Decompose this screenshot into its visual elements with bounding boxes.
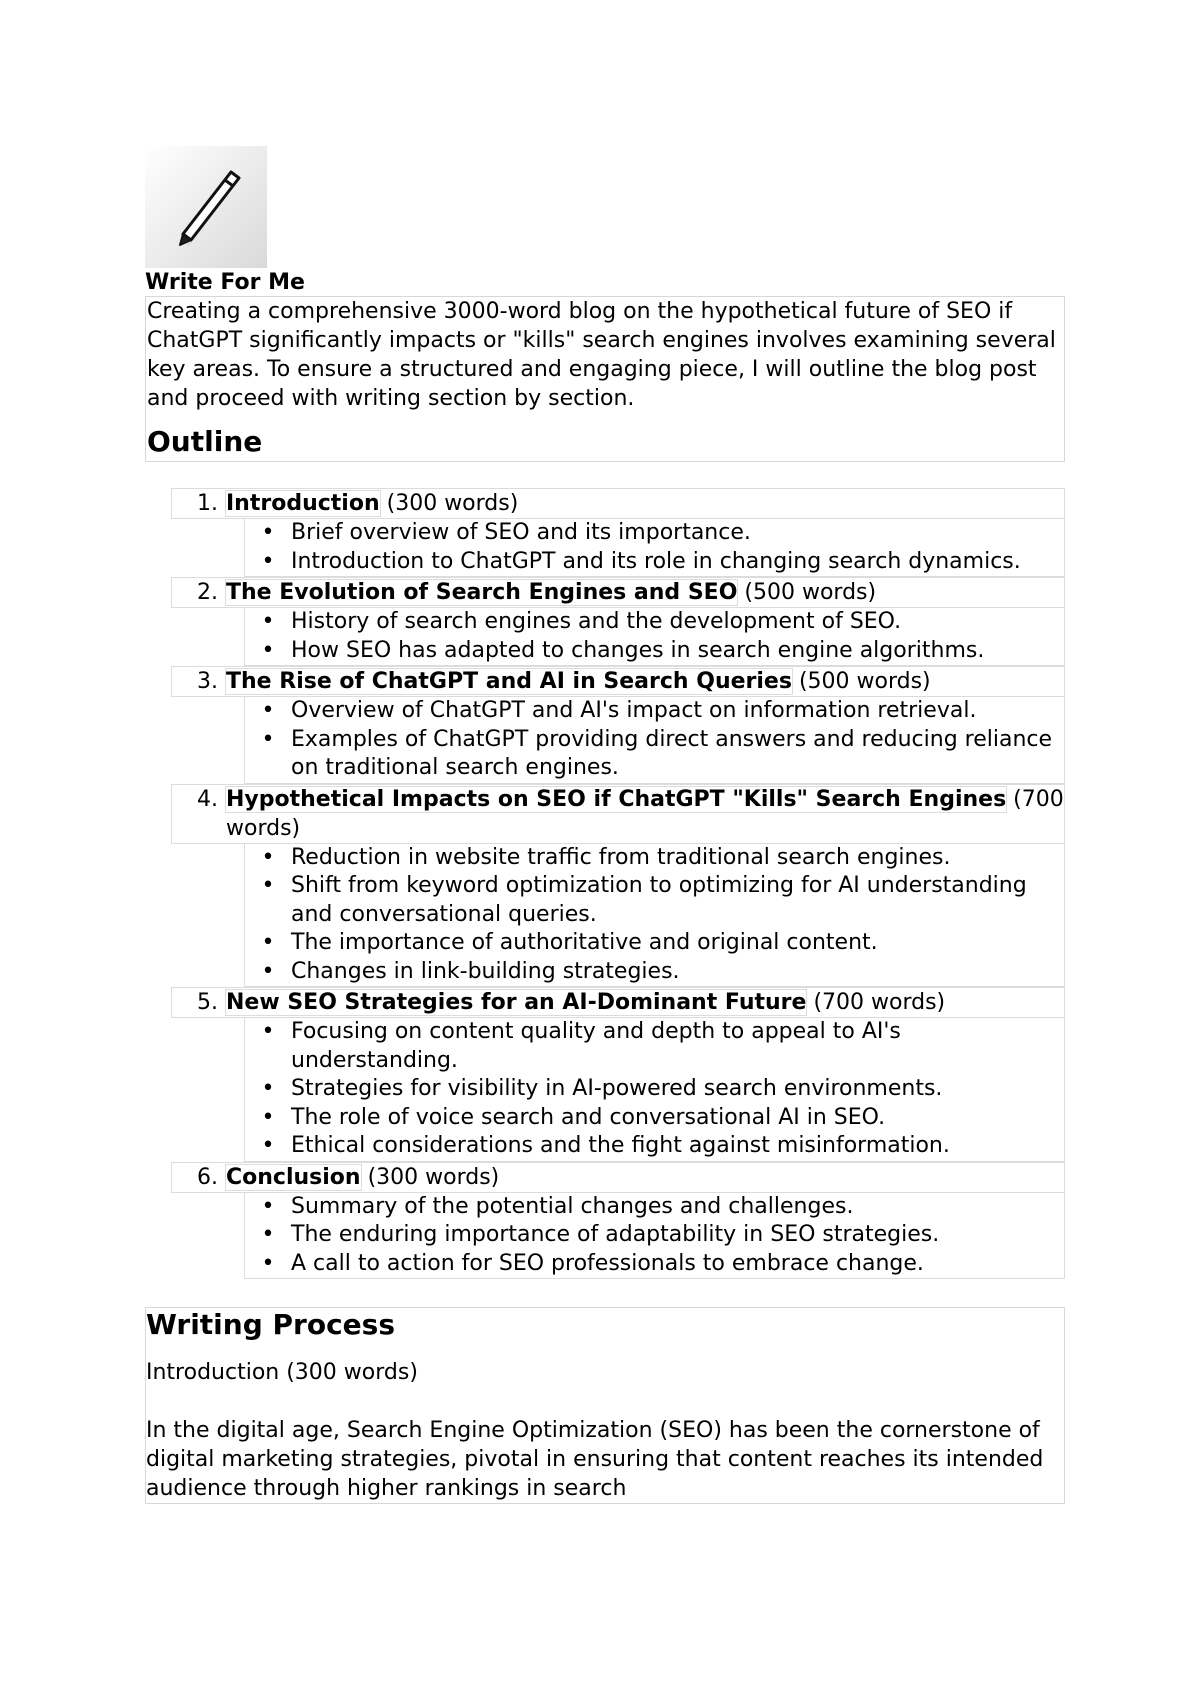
bullet-text: History of search engines and the development of SEO. [291, 609, 902, 634]
bullet-glyph: • [261, 1104, 275, 1130]
intro-block [145, 296, 1065, 462]
writing-process-heading: Writing Process [146, 1308, 395, 1341]
bullet-item [245, 872, 1064, 929]
bullet-text: Shift from keyword optimization to optimizing for AI understanding and conversational queries. [291, 873, 1027, 927]
bullet-item [245, 844, 1064, 873]
bullet-item [245, 519, 1064, 548]
section-title: The Evolution of Search Engines and SEO [226, 580, 738, 605]
bullet-glyph: • [261, 520, 275, 545]
bullet-item [245, 929, 1064, 958]
section-title: New SEO Strategies for an AI-Dominant Future [226, 990, 807, 1015]
bullet-glyph: • [261, 637, 275, 663]
section-bullets [244, 1193, 1065, 1280]
section-bullets [244, 844, 1065, 988]
bullet-item [245, 1193, 1064, 1222]
bullet-item [245, 1250, 1064, 1279]
bullet-glyph: • [261, 1019, 275, 1044]
bullet-item [245, 1018, 1064, 1075]
bullet-glyph: • [261, 1076, 275, 1101]
bullet-text: The enduring importance of adaptability in SEO strategies. [291, 1222, 940, 1247]
bullet-glyph: • [261, 1193, 275, 1219]
section-word-count: (300 words) [386, 491, 519, 516]
section-number: 4. [197, 786, 218, 812]
section-bullets [244, 697, 1065, 784]
section-bullets [244, 608, 1065, 666]
bullet-glyph: • [261, 844, 275, 870]
outline-section [145, 784, 1065, 988]
bullet-item [245, 1221, 1064, 1250]
bullet-text: Introduction to ChatGPT and its role in changing search dynamics. [291, 548, 1021, 574]
intro-paragraph: Creating a comprehensive 3000-word blog on the hypothetical future of SEO if ChatGPT significantly impacts or "kills" search engines involves examining several key areas. To ensure a structured and engaging piece, I will outline the blog post and proceed with writing section by section. [147, 299, 1056, 411]
section-title: Introduction [226, 491, 380, 516]
section-word-count: (300 words) [367, 1164, 500, 1190]
pencil-icon [145, 146, 267, 268]
bullet-text: Brief overview of SEO and its importance. [291, 520, 751, 545]
bullet-item [245, 726, 1064, 783]
section-heading-row [171, 784, 1065, 844]
section-number: 2. [197, 580, 218, 605]
bullet-text: Strategies for visibility in AI-powered search environments. [291, 1076, 943, 1101]
bullet-text: Focusing on content quality and depth to appeal to AI's understanding. [291, 1019, 901, 1073]
bullet-item [245, 697, 1064, 726]
bullet-text: The importance of authoritative and original content. [291, 930, 878, 955]
section-heading-row [171, 666, 1065, 697]
outline-section [145, 987, 1065, 1162]
section-text [226, 489, 518, 518]
bullet-text: A call to action for SEO professionals to embrace change. [291, 1250, 924, 1276]
section-word-count: (700 words) [226, 786, 1064, 841]
bullet-glyph: • [261, 1222, 275, 1247]
section-word-count: (500 words) [798, 669, 931, 694]
section-text [226, 1163, 499, 1192]
section-text [226, 988, 945, 1017]
bullet-item [245, 548, 1064, 577]
section-word-count: (700 words) [813, 990, 946, 1015]
section-heading-row [171, 488, 1065, 519]
document-page [145, 146, 1065, 1504]
bullet-item [245, 1132, 1064, 1161]
section-number: 3. [197, 669, 218, 694]
bullet-text: Reduction in website traffic from traditional search engines. [291, 844, 951, 870]
section-title: Hypothetical Impacts on SEO if ChatGPT "Kills" Search Engines [226, 786, 1007, 812]
bullet-item [245, 1104, 1064, 1133]
bullet-text: Ethical considerations and the fight against misinformation. [291, 1133, 950, 1158]
outline-heading: Outline [147, 425, 263, 458]
bullet-glyph: • [261, 548, 275, 574]
section-bullets [244, 519, 1065, 577]
writing-paragraph: In the digital age, Search Engine Optimization (SEO) has been the cornerstone of digital marketing strategies, pivotal in ensuring that content reaches its intended audience through higher rankings in search [146, 1418, 1044, 1501]
bullet-glyph: • [261, 698, 275, 723]
section-number: 1. [197, 491, 218, 516]
bullet-glyph: • [261, 726, 275, 752]
section-word-count: (500 words) [744, 580, 877, 605]
bullet-glyph: • [261, 1250, 275, 1276]
bullet-text: Examples of ChatGPT providing direct answers and reducing reliance on traditional search engines. [291, 726, 1053, 780]
section-text [226, 667, 931, 696]
outline-list [145, 488, 1065, 1279]
bullet-text: The role of voice search and conversational AI in SEO. [291, 1104, 886, 1130]
bullet-glyph: • [261, 958, 275, 984]
app-title: Write For Me [145, 270, 305, 295]
section-number: 5. [197, 990, 218, 1015]
section-text [226, 578, 876, 607]
bullet-text: Overview of ChatGPT and AI's impact on information retrieval. [291, 698, 977, 723]
bullet-glyph: • [261, 930, 275, 955]
bullet-text: Changes in link-building strategies. [291, 958, 680, 984]
outline-section [145, 666, 1065, 784]
outline-section [145, 488, 1065, 577]
bullet-item [245, 958, 1064, 987]
bullet-glyph: • [261, 1133, 275, 1158]
outline-section [145, 1162, 1065, 1280]
pencil-icon-graphic [145, 146, 267, 268]
bullet-text: How SEO has adapted to changes in search engine algorithms. [291, 637, 985, 663]
bullet-item [245, 1075, 1064, 1104]
outline-section [145, 577, 1065, 666]
section-heading-row [171, 987, 1065, 1018]
section-title: The Rise of ChatGPT and AI in Search Queries [226, 669, 792, 694]
writing-process-block [145, 1307, 1065, 1504]
bullet-item [245, 637, 1064, 666]
bullet-glyph: • [261, 609, 275, 634]
section-title: Conclusion [226, 1164, 361, 1190]
section-heading-row [171, 577, 1065, 608]
writing-subheading: Introduction (300 words) [146, 1360, 418, 1385]
section-heading-row [171, 1162, 1065, 1193]
bullet-text: Summary of the potential changes and challenges. [291, 1193, 854, 1219]
bullet-item [245, 608, 1064, 637]
bullet-glyph: • [261, 873, 275, 898]
section-bullets [244, 1018, 1065, 1162]
section-number: 6. [197, 1164, 218, 1190]
section-text [226, 785, 1064, 843]
